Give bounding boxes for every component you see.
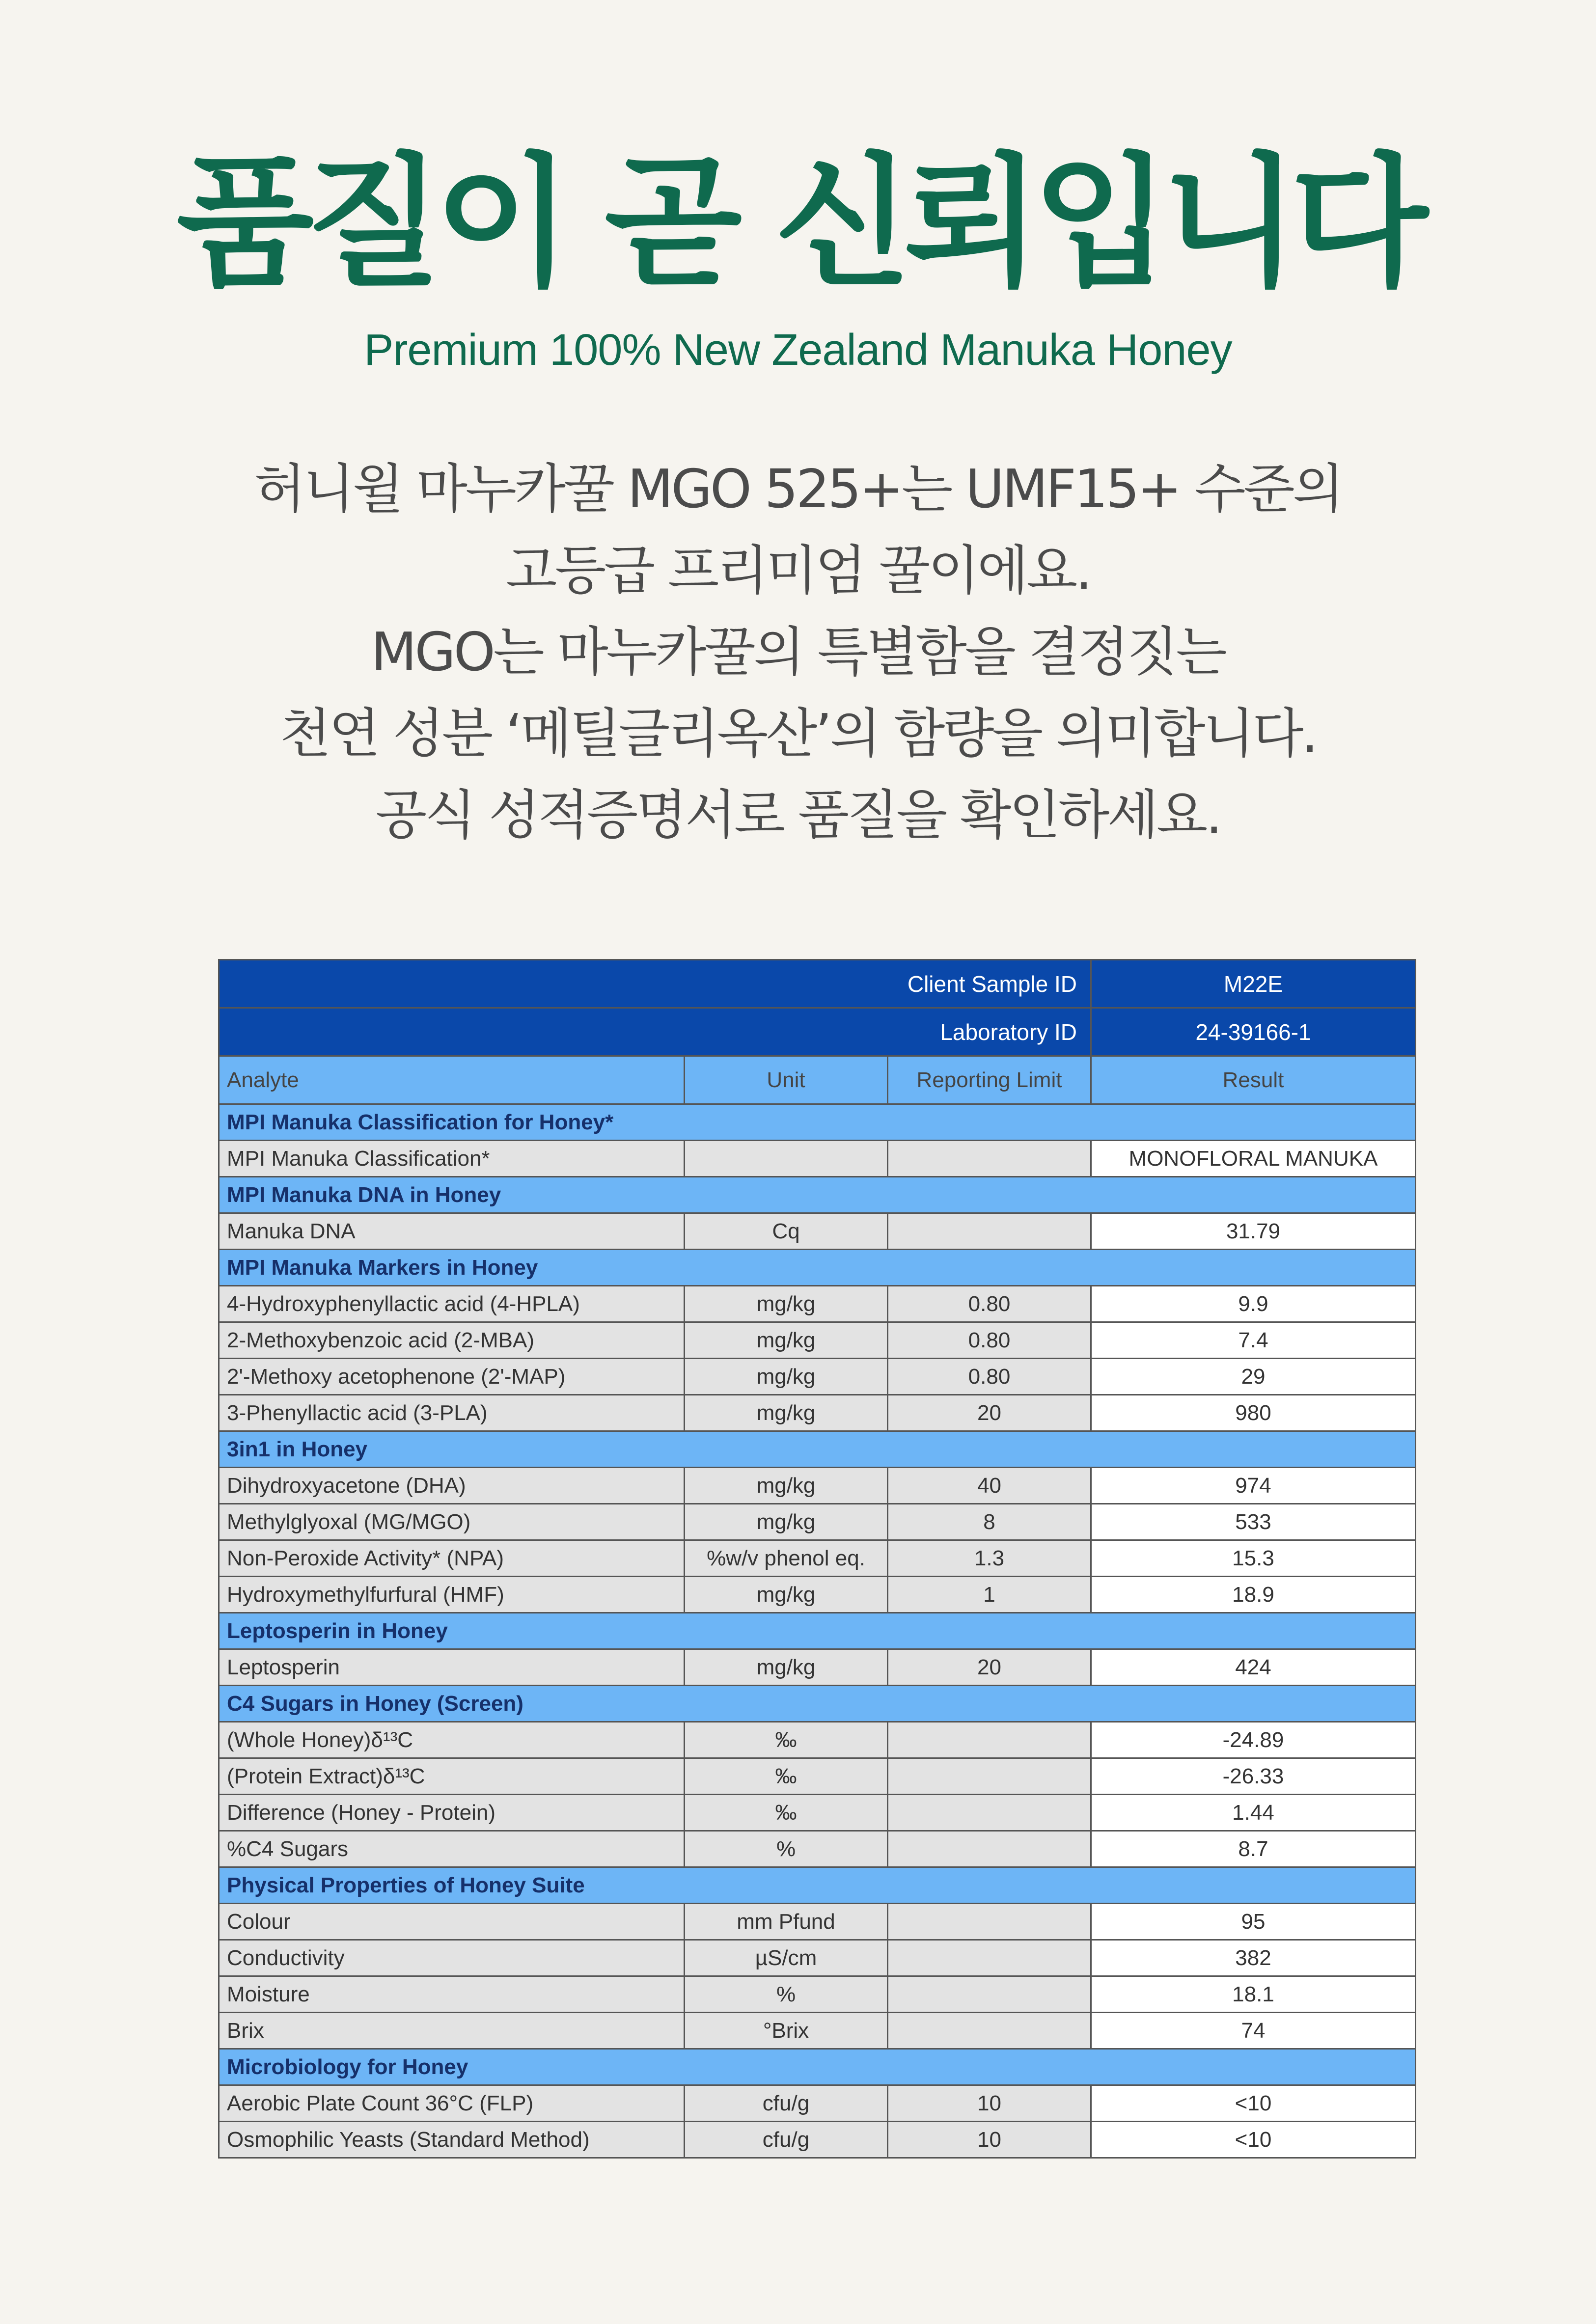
report-table	[218, 959, 1416, 2159]
reporting-limit-cell	[888, 1831, 1091, 1867]
section-label: Physical Properties of Honey Suite	[219, 1867, 1416, 1904]
reporting-limit-cell: 0.80	[888, 1322, 1091, 1359]
analyte-cell: MPI Manuka Classification*	[219, 1141, 685, 1177]
analyte-cell: (Whole Honey)δ¹³C	[219, 1722, 685, 1758]
reporting-limit-cell	[888, 1904, 1091, 1940]
reporting-limit-cell: 20	[888, 1649, 1091, 1686]
laboratory-id-value: 24-39166-1	[1091, 1008, 1416, 1056]
description-line: 고등급 프리미엄 꿀이에요.	[505, 540, 1091, 602]
column-header-row	[219, 1056, 1416, 1104]
section-row	[219, 1250, 1416, 1286]
result-cell: 31.79	[1091, 1213, 1416, 1250]
page-title: 품질이 곧 신뢰입니다	[176, 140, 1420, 306]
reporting-limit-cell: 0.80	[888, 1359, 1091, 1395]
unit-cell: %	[685, 1831, 888, 1867]
description-line: 천연 성분 ‘메틸글리옥산’의 함량을 의미합니다.	[279, 703, 1317, 765]
unit-cell: mg/kg	[685, 1504, 888, 1540]
column-header-result: Result	[1091, 1056, 1416, 1104]
result-cell: 980	[1091, 1395, 1416, 1431]
laboratory-id-label: Laboratory ID	[219, 1008, 1091, 1056]
result-cell: 15.3	[1091, 1540, 1416, 1577]
unit-cell: ‰	[685, 1795, 888, 1831]
result-cell: 9.9	[1091, 1286, 1416, 1322]
laboratory-id-row	[219, 1008, 1416, 1056]
unit-cell: mg/kg	[685, 1395, 888, 1431]
client-sample-id-label: Client Sample ID	[219, 960, 1091, 1008]
analyte-cell: Colour	[219, 1904, 685, 1940]
result-cell: 533	[1091, 1504, 1416, 1540]
table-row	[219, 2013, 1416, 2049]
analyte-cell: 4-Hydroxyphenyllactic acid (4-HPLA)	[219, 1286, 685, 1322]
table-row	[219, 1213, 1416, 1250]
result-cell: MONOFLORAL MANUKA	[1091, 1141, 1416, 1177]
result-cell: 18.9	[1091, 1577, 1416, 1613]
unit-cell: mg/kg	[685, 1649, 888, 1686]
result-cell: 8.7	[1091, 1831, 1416, 1867]
section-label: MPI Manuka DNA in Honey	[219, 1177, 1416, 1213]
reporting-limit-cell	[888, 1795, 1091, 1831]
reporting-limit-cell: 0.80	[888, 1286, 1091, 1322]
reporting-limit-cell: 10	[888, 2122, 1091, 2158]
reporting-limit-cell	[888, 1722, 1091, 1758]
analyte-cell: Brix	[219, 2013, 685, 2049]
result-cell: -26.33	[1091, 1758, 1416, 1795]
table-row	[219, 1904, 1416, 1940]
unit-cell: mm Pfund	[685, 1904, 888, 1940]
reporting-limit-cell: 1.3	[888, 1540, 1091, 1577]
table-row	[219, 1540, 1416, 1577]
analyte-cell: 2-Methoxybenzoic acid (2-MBA)	[219, 1322, 685, 1359]
table-row	[219, 1322, 1416, 1359]
unit-cell: mg/kg	[685, 1322, 888, 1359]
reporting-limit-cell	[888, 1758, 1091, 1795]
analyte-cell: 2'-Methoxy acetophenone (2'-MAP)	[219, 1359, 685, 1395]
section-row	[219, 1177, 1416, 1213]
analyte-cell: Hydroxymethylfurfural (HMF)	[219, 1577, 685, 1613]
analyte-cell: Dihydroxyacetone (DHA)	[219, 1468, 685, 1504]
unit-cell: ‰	[685, 1722, 888, 1758]
unit-cell: °Brix	[685, 2013, 888, 2049]
table-row	[219, 1976, 1416, 2013]
section-row	[219, 1686, 1416, 1722]
reporting-limit-cell: 8	[888, 1504, 1091, 1540]
section-label: 3in1 in Honey	[219, 1431, 1416, 1468]
section-row	[219, 1104, 1416, 1141]
analyte-cell: Osmophilic Yeasts (Standard Method)	[219, 2122, 685, 2158]
unit-cell: mg/kg	[685, 1286, 888, 1322]
table-row	[219, 1286, 1416, 1322]
result-cell: 382	[1091, 1940, 1416, 1976]
analyte-cell: 3-Phenyllactic acid (3-PLA)	[219, 1395, 685, 1431]
reporting-limit-cell	[888, 2013, 1091, 2049]
unit-cell: Cq	[685, 1213, 888, 1250]
table-row	[219, 1831, 1416, 1867]
description-line: 허니윌 마누카꿀 MGO 525+는 UMF15+ 수준의	[254, 459, 1342, 520]
section-label: Microbiology for Honey	[219, 2049, 1416, 2085]
section-label: C4 Sugars in Honey (Screen)	[219, 1686, 1416, 1722]
analyte-cell: Non-Peroxide Activity* (NPA)	[219, 1540, 685, 1577]
table-row	[219, 2085, 1416, 2122]
analyte-cell: Manuka DNA	[219, 1213, 685, 1250]
table-row	[219, 1795, 1416, 1831]
unit-cell: mg/kg	[685, 1359, 888, 1395]
result-cell: 95	[1091, 1904, 1416, 1940]
section-label: MPI Manuka Classification for Honey*	[219, 1104, 1416, 1141]
table-row	[219, 1468, 1416, 1504]
unit-cell: %	[685, 1976, 888, 2013]
client-sample-row	[219, 960, 1416, 1008]
unit-cell: %w/v phenol eq.	[685, 1540, 888, 1577]
lab-report-table	[218, 959, 1415, 2159]
unit-cell: cfu/g	[685, 2122, 888, 2158]
unit-cell	[685, 1141, 888, 1177]
reporting-limit-cell: 20	[888, 1395, 1091, 1431]
result-cell: <10	[1091, 2122, 1416, 2158]
table-row	[219, 1649, 1416, 1686]
table-row	[219, 1141, 1416, 1177]
description-line: MGO는 마누카꿀의 특별함을 결정짓는	[371, 622, 1225, 683]
table-row	[219, 2122, 1416, 2158]
result-cell: 1.44	[1091, 1795, 1416, 1831]
column-header-unit: Unit	[685, 1056, 888, 1104]
result-cell: 974	[1091, 1468, 1416, 1504]
table-row	[219, 1504, 1416, 1540]
column-header-analyte: Analyte	[219, 1056, 685, 1104]
analyte-cell: (Protein Extract)δ¹³C	[219, 1758, 685, 1795]
analyte-cell: Conductivity	[219, 1940, 685, 1976]
unit-cell: mg/kg	[685, 1577, 888, 1613]
unit-cell: mg/kg	[685, 1468, 888, 1504]
description-line: 공식 성적증명서로 품질을 확인하세요.	[375, 785, 1221, 846]
result-cell: <10	[1091, 2085, 1416, 2122]
unit-cell: cfu/g	[685, 2085, 888, 2122]
section-row	[219, 1867, 1416, 1904]
analyte-cell: Moisture	[219, 1976, 685, 2013]
section-row	[219, 2049, 1416, 2085]
result-cell: 74	[1091, 2013, 1416, 2049]
table-row	[219, 1395, 1416, 1431]
result-cell: 424	[1091, 1649, 1416, 1686]
analyte-cell: Leptosperin	[219, 1649, 685, 1686]
description	[0, 449, 1596, 856]
reporting-limit-cell: 1	[888, 1577, 1091, 1613]
result-cell: 29	[1091, 1359, 1416, 1395]
section-label: MPI Manuka Markers in Honey	[219, 1250, 1416, 1286]
reporting-limit-cell	[888, 1976, 1091, 2013]
client-sample-id-value: M22E	[1091, 960, 1416, 1008]
table-row	[219, 1940, 1416, 1976]
reporting-limit-cell: 40	[888, 1468, 1091, 1504]
result-cell: 7.4	[1091, 1322, 1416, 1359]
reporting-limit-cell: 10	[888, 2085, 1091, 2122]
table-row	[219, 1722, 1416, 1758]
unit-cell: µS/cm	[685, 1940, 888, 1976]
section-label: Leptosperin in Honey	[219, 1613, 1416, 1649]
table-row	[219, 1577, 1416, 1613]
analyte-cell: Methylglyoxal (MG/MGO)	[219, 1504, 685, 1540]
reporting-limit-cell	[888, 1213, 1091, 1250]
unit-cell: ‰	[685, 1758, 888, 1795]
column-header-limit: Reporting Limit	[888, 1056, 1091, 1104]
table-row	[219, 1359, 1416, 1395]
reporting-limit-cell	[888, 1141, 1091, 1177]
page-subtitle: Premium 100% New Zealand Manuka Honey	[364, 326, 1232, 375]
table-row	[219, 1758, 1416, 1795]
section-row	[219, 1613, 1416, 1649]
section-row	[219, 1431, 1416, 1468]
analyte-cell: %C4 Sugars	[219, 1831, 685, 1867]
analyte-cell: Difference (Honey - Protein)	[219, 1795, 685, 1831]
result-cell: 18.1	[1091, 1976, 1416, 2013]
result-cell: -24.89	[1091, 1722, 1416, 1758]
analyte-cell: Aerobic Plate Count 36°C (FLP)	[219, 2085, 685, 2122]
reporting-limit-cell	[888, 1940, 1091, 1976]
